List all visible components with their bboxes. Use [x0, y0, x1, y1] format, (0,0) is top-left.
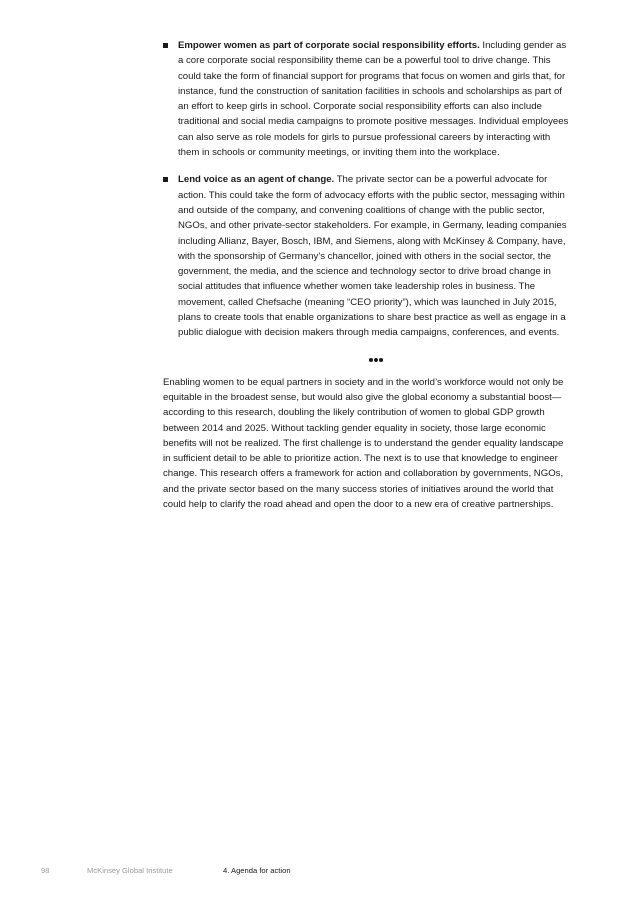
closing-paragraph: Enabling women to be equal partners in society and in the world’s workforce would not only be equitable in the broadest sense, but would also give the global economy a substantial boost—according to this research, doubling the likely contribution of women to global GDP growth between 2014 and 2025. Without tackling gender equality in society, those large economic benefits will not be realized. The first challenge is to understand the gender equality landscape in sufficient detail to be able to prioritize action. The next is to use that knowledge to engineer change. This research offers a framework for action and collaboration by governments, NGOs, and the private sector based on the many success stories of initiatives around the world that could help to clarify the road ahead and open the door to a new era of creative partnerships. — [163, 376, 564, 511]
separator-dot-icon — [379, 358, 383, 362]
page-body — [163, 38, 573, 512]
bullet-text: Including gender as a core corporate social responsibility theme can be a powerful tool to drive change. This could take the form of financial support for programs that focus on women and girls that, for instance, fund the construction of sanitation facilities in schools and scholarships as part of an effort to keep girls in school. Corporate social responsibility efforts can also include traditional and social media campaigns to promote positive messages. Individual employees can also serve as role models for girls to pursue professional careers by interacting with them in schools or community meetings, or inviting them into the workplace. — [178, 40, 569, 159]
bullet-list — [163, 38, 573, 341]
bullet-item-csr — [163, 38, 573, 160]
square-bullet-icon — [163, 177, 168, 182]
bullet-item-agent-of-change — [163, 172, 573, 340]
separator-dot-icon — [369, 358, 373, 362]
section-separator — [163, 353, 573, 367]
bullet-lead: Empower women as part of corporate social responsibility efforts. — [178, 40, 480, 51]
page-number: 98 — [41, 866, 50, 875]
publisher-name: McKinsey Global Institute — [87, 866, 173, 875]
chapter-title: 4. Agenda for action — [223, 866, 291, 875]
square-bullet-icon — [163, 43, 168, 48]
bullet-text: The private sector can be a powerful advocate for action. This could take the form of advocacy efforts with the public sector, messaging within and outside of the company, and convening coalitions of change with the public sector, NGOs, and other private-sector stakeholders. For example, in Germany, leading companies including Allianz, Bayer, Bosch, IBM, and Siemens, along with McKinsey & Company, have, with the sponsorship of Germany’s chancellor, joined with others in the social sector, the government, the media, and the science and technology sector to drive broad change in social attitudes that influence whether women take leadership roles in business. The movement, called Chefsache (meaning “CEO priority”), which was launched in July 2015, plans to create tools that enable organizations to share best practice as well as engage in a public dialogue with decision makers through media campaigns, conferences, and events. — [178, 174, 567, 339]
separator-dot-icon — [374, 358, 378, 362]
bullet-lead: Lend voice as an agent of change. — [178, 174, 335, 186]
